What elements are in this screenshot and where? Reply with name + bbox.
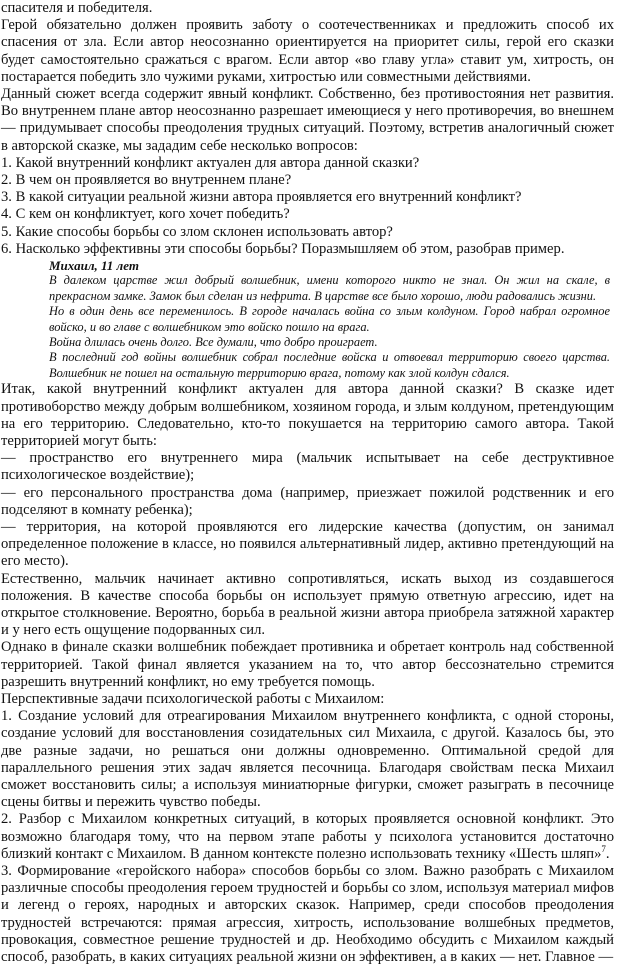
question-item: 2. В чем он проявляется во внутреннем плане?: [1, 172, 292, 189]
story-line: Война длилась очень долго. Все думали, что добро проиграет.: [49, 335, 378, 350]
dash-item: — территория, на которой проявляются его лидерские качества (допустим, он занимал определенное положение в классе, но появился альтернативный лидер, активно претендующий на его место).: [1, 518, 614, 570]
story-line: Но в один день все переменилось. В городе началась война со злым колдуном. Город набрал огромное войско, и во главе с волшебником это войско пошло на врага.: [49, 304, 610, 334]
question-item: 3. В какой ситуации реальной жизни автора проявляется его внутренний конфликт?: [1, 189, 522, 206]
question-list: [1, 155, 614, 258]
question-item: 6. Насколько эффективны эти способы борьбы? Поразмышляем об этом, разобрав пример.: [1, 240, 565, 257]
paragraph: Однако в финале сказки волшебник побеждает противника и обретает контроль над собственной территорией. Такой финал является указанием на то, что автор бессознательно стремится разрешить внутренний конфликт, но ему требуется помощь.: [1, 639, 614, 690]
story-author: Михаил, 11 лет: [49, 258, 139, 274]
paragraph: Естественно, мальчик начинает активно сопротивляться, искать выход из создавшегося положения. В качестве способа борьбы он использует прямую ответную агрессию, идет на открытое столкновение. Вероятно, борьба в реальной жизни автора приобрела затяжной характер и у него есть ощущение подорванных сил.: [1, 570, 614, 639]
story-quote: [1, 258, 614, 381]
question-item: 4. С кем он конфликтует, кого хочет победить?: [1, 206, 290, 223]
paragraph: Перспективные задачи психологической работы с Михаилом:: [1, 690, 385, 707]
dash-item: — пространство его внутреннего мира (мальчик испытывает на себе деструктивное психологическое воздействие);: [1, 450, 614, 484]
question-item: 1. Какой внутренний конфликт актуален для автора данной сказки?: [1, 154, 420, 171]
story-line: В далеком царстве жил добрый волшебник, имени которого никто не знал. Он жил на скале, в прекрасном замке. Замок был сделан из нефрита. В царстве все было хорошо, люди радовались жизни.: [49, 273, 610, 303]
paragraph: Итак, какой внутренний конфликт актуален для автора данной сказки? В сказке идет противоборство между добрым волшебником, хозяином города, и злым колдуном, претендующим на его территорию. Следовательно, кто-то покушается на территорию самого автора. Такой территорией могут быть:: [1, 381, 614, 449]
task-item: 1. Создание условий для отреагирования Михаилом внутреннего конфликта, с одной стороны, создание условий для восстановления созидательных сил Михаила, с другой. Казалось бы, это две разные задачи, но решаться они должны одновременно. Оптимальной средой для параллельного решения этих задач является песочница. Благодаря свойствам песка Михаил сможет восстановить силы; а используя миниатюрные фигурки, сможет разыграть в песочнице сцены битвы и пережить чувство победы.: [1, 708, 614, 811]
story-line: В последний год войны волшебник собрал последние войска и отвоевал территорию своего царства. Волшебник не пошел на остальную территорию врага, потому как злой колдун сдался.: [49, 350, 610, 380]
question-item: 5. Какие способы борьбы со злом склонен использовать автор?: [1, 223, 393, 240]
paragraph: спасителя и победителя.: [1, 0, 153, 16]
task-item: 3. Формирование «геройского набора» способов борьбы со злом. Важно разобрать с Михаилом различные способы преодоления героем трудностей и борьбы со злом, используя материал мифов и легенд о героях, народных и авторских сказок. Например, среди способов преодоления трудностей встречаются: прямая агрессия, хитрость, использование волшебных предметов, провокация, совместное решение трудностей и др. Необходимо обсудить с Михаилом каждый способ, разобрать, в каких ситуациях реальной жизни он эффективен, а в каких — нет. Главное —: [1, 862, 614, 965]
footnote-mark: 7: [601, 843, 606, 854]
dash-item: — его персонального пространства дома (например, приезжает пожилой родственник и его подселяют в комнату ребенка);: [1, 484, 614, 518]
task-text-end: .: [605, 845, 610, 862]
paragraph: Данный сюжет всегда содержит явный конфликт. Собственно, без противостояния нет развития. Во внутреннем плане автор неосознанно разрешает имеющиеся у него противоречия, во внешнем — придумывает способы преодоления трудных ситуаций. Поэтому, встретив аналогичный сюжет в авторской сказке, мы зададим себе несколько вопросов:: [1, 86, 614, 154]
paragraph: Герой обязательно должен проявить заботу о соотечественниках и предложить способ их спасения от зла. Если автор неосознанно ориентируется на приоритет силы, герой его сказки будет самостоятельно сражаться с врагом. Если автор «во главу угла» ставит ум, хитрость, он постарается победить зло чужими руками, хитростью или совместными действиями.: [1, 17, 614, 85]
task-text: 2. Разбор с Михаилом конкретных ситуаций, в которых проявляется основной конфликт. Это возможно благодаря тому, что на первом этапе работы у психолога установится достаточно близкий контакт с Михаилом. В данном контексте полезно использовать технику «Шесть шляп»: [1, 811, 614, 862]
task-item: [1, 811, 614, 863]
